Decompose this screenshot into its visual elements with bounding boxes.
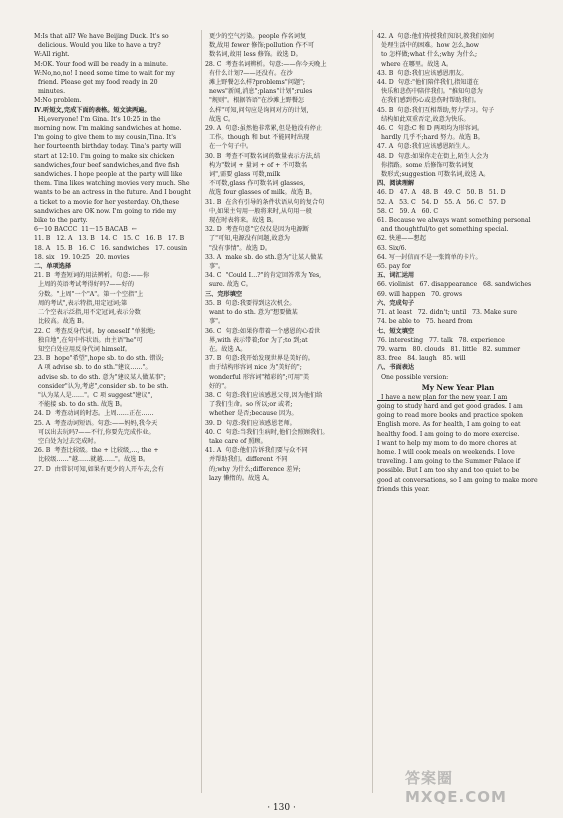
text-line: 数形式;suggestion 可数名词,故选 A。 — [377, 171, 490, 179]
text-line: 61. Because we always want something personal — [377, 217, 531, 225]
text-line: 独自地",在句中作状语。由主语"he"可 — [34, 336, 143, 344]
text-line: 41. A 句意:他们告诉我们要与众不同 — [205, 447, 308, 455]
text-line: wonderful 形容词"精彩的";可用"美 — [205, 373, 310, 381]
text-line: 空白处为过去完成时。 — [34, 437, 100, 445]
text-line: 结构如此双重否定,故意为快乐。 — [377, 115, 470, 123]
text-line: 由于结构形容词 nice 为"美好的"; — [205, 364, 302, 372]
text-line: M:OK. Your food will be ready in a minute. — [34, 60, 168, 68]
text-line: 33. A make sb. do sth.意为"让某人做某 — [205, 253, 323, 261]
text-line: 了"可知,电源没有问题,故意为 — [205, 235, 290, 243]
text-line: 71. at least 72. didn't; until 73. Make sure — [377, 309, 518, 317]
text-line: "认为某人是……"。C 项 suggest"建议", — [34, 391, 153, 399]
text-line: "没有事情"。故选 D。 — [205, 244, 272, 252]
text-line: 界,with 表示带着;for 为了;to 到;at — [205, 336, 308, 344]
text-line: 比较级……"越……就越……"。故选 B。 — [34, 456, 150, 464]
text-line: 滩上野餐怎么样?problems"问题"; — [205, 79, 306, 87]
text-line: 六、完成句子 — [377, 299, 415, 307]
text-line: 28. C 考查名词辨析。句意:——你今天晚上 — [205, 60, 327, 68]
column-right — [377, 32, 539, 794]
text-line: 不能接 sb. to do sth. 故选 B。 — [34, 401, 127, 409]
text-line: minutes. — [34, 88, 66, 96]
text-line: 现在时表将来。故选 B。 — [205, 217, 278, 225]
text-line: 二个空表示泛指,用不定冠词,表示分数 — [34, 309, 141, 317]
text-line: English more. As for health, I am going to eat — [377, 421, 521, 429]
text-line: A 项 advise sb. to do sth."建议……"。 — [34, 364, 152, 372]
text-line: I'm going to give them to my cousin,Tina. It's — [34, 134, 177, 142]
text-line: 69. will happen 70. grows — [377, 290, 463, 298]
text-line: want to do sth. 意为"想要做某 — [205, 309, 298, 317]
text-line: 了我们生命。so 所以;or 或者; — [205, 401, 293, 409]
text-line: 快乐和悲伤中陪伴我们。"推知句意为 — [377, 88, 483, 96]
text-line: Ⅳ.听短文,完成下面的表格。短文读两遍。 — [34, 106, 151, 114]
text-line: 23. B hope"希望",hope sb. to do sth. 错误; — [34, 355, 164, 363]
text-line: 24. D 考查动词的时态。上周……正在…… — [34, 410, 154, 418]
text-line: 更少的空气污染。people 作名词复 — [205, 33, 307, 40]
text-line: 的;why 为什么;difference 差异; — [205, 465, 301, 473]
text-line: going to study hard and get good grades. I am — [377, 402, 523, 410]
text-line: morning now. I'm making sandwiches at home. — [34, 125, 182, 133]
text-line: 22. C 考查反身代词。by oneself "单独地; — [34, 327, 156, 335]
text-line: M:Is that all? We have Beijing Duck. It's so — [34, 33, 169, 40]
text-line: 47. A 句意:我们应该感恩陌生人。 — [377, 143, 474, 151]
watermark-text: 答案圈 MXQE.COM — [405, 769, 507, 806]
text-line: 42. A 句意:他们传授我们知识,教我们如何 — [377, 33, 495, 40]
text-line: hardly 几乎不;hard 努力。故选 B。 — [377, 134, 484, 142]
text-line: 38. C 句意:我们应该感恩父母,因为他们给 — [205, 391, 323, 399]
text-line: 知空白处应用反身代词 himself。 — [34, 345, 131, 353]
text-line: 46. D 47. A 48. B 49. C 50. B 51. D — [377, 189, 506, 197]
text-line: 36. C 句意:如果你带着一个感恩的心看世 — [205, 327, 321, 335]
text-line: 八、书面表达 — [377, 364, 415, 372]
text-line: 比较高。故选 B。 — [34, 318, 88, 326]
text-line: 工作。though 和 but 不能同时出现 — [205, 134, 310, 142]
text-line: 83. free 84. laugh 85. will — [377, 355, 466, 363]
text-line: 35. B 句意:我要得到这次机会。 — [205, 299, 296, 307]
text-line: 并帮助我们。different 不同 — [205, 456, 288, 464]
text-line: advise sb. to do sth. 意为"建议某人做某事"; — [34, 373, 166, 381]
text-line: 45. B 句意:我们互相帮助,努力学习。句子 — [377, 106, 495, 114]
site-watermark-logo — [405, 762, 555, 806]
text-line: 七、短文填空 — [377, 327, 415, 335]
column-left — [34, 32, 198, 794]
text-line: 中,如果主句用一般将来时,从句用一般 — [205, 207, 312, 215]
text-line: 29. A 句意:虽然他非常累,但是他没有停止 — [205, 125, 323, 133]
text-line: news"新闻,消息";plans"计划";rules — [205, 88, 313, 96]
text-line: them. Tina likes watching movies very much. She — [34, 180, 190, 188]
text-line: 43. B 句意:我们应该感恩朋友。 — [377, 69, 468, 77]
text-line: 词",需要 glass 可数,milk — [205, 171, 281, 179]
text-line: Hi,everyone! I'm Gina. It's 10:25 in the — [34, 115, 161, 123]
text-line: 6～10 BACCC 11～15 BACAB ← — [34, 226, 137, 234]
text-line: bike to the party. — [34, 217, 88, 225]
text-line: 事"。 — [205, 318, 225, 326]
text-line: home. I will cook meals on weekends. I love — [377, 448, 515, 456]
text-line: 39. D 句意:我们应该感恩老师。 — [205, 419, 296, 427]
text-line: 18. A 15. B 16. C 16. sandwiches 17. cousin — [34, 244, 188, 252]
text-line: 46. C 句意:C 和 D 两项均为形容词。 — [377, 125, 484, 133]
text-line: wants to be an actress in the future. And I bought — [34, 189, 191, 197]
text-line: 有什么计划?——还没有。在沙 — [205, 69, 293, 77]
text-line: 在我们感到伤心或悲伤时帮助我们。 — [377, 97, 480, 105]
text-line: I want to help my mom to do more chores at — [377, 439, 517, 447]
text-line: W:All right. — [34, 51, 70, 59]
text-line: 在。故选 A。 — [205, 345, 247, 353]
text-line: 数,故用 fewer 修饰;pollution 作不可 — [205, 42, 315, 50]
text-line: 21. B 考查短词的用法辨析。句意:——你 — [34, 272, 150, 280]
text-line: 37. B 句意:我开始发现世界是美好的。 — [205, 355, 314, 363]
text-line: 32. D 考查句意"它仅仅是因为电源断 — [205, 226, 309, 234]
text-line: 数名词,故用 less 修饰。故选 D。 — [205, 51, 302, 59]
text-line: 27. D 由常识可知,如果有更少的人开车去,会有 — [34, 465, 164, 473]
text-line: 25. A 考查动词短语。句意:——妈妈,我今天 — [34, 419, 158, 427]
text-line: 三、完形填空 — [205, 290, 243, 298]
text-line: 34. C "Could I…?"的肯定回答常为 Yes, — [205, 272, 322, 280]
text-line: where 在哪里。故选 A。 — [377, 60, 453, 68]
text-line: 么样"可知,问句应是询问对方的计划, — [205, 106, 309, 114]
text-line: whether 是否;because 因为。 — [205, 410, 298, 418]
text-line: 五、词汇运用 — [377, 272, 415, 280]
text-line: possible. But I am too shy and too quiet to be — [377, 467, 520, 475]
column-middle — [205, 32, 368, 794]
text-line: 事"。 — [205, 263, 225, 271]
text-line: 30. B 考查不可数名词的数量表示方法,结 — [205, 152, 321, 160]
text-line: traveling. I am going to the Summer Palace if — [377, 458, 521, 466]
page-number: · 130 · — [267, 803, 296, 813]
text-line: 66. violinist 67. disappearance 68. sandwiches — [377, 281, 532, 289]
text-line: 在一个句子中。 — [205, 143, 253, 151]
text-line: 48. D 句意:如果你走在街上,陌生人会为 — [377, 152, 489, 160]
column-divider — [372, 30, 373, 793]
text-line: friend. Please get my food ready in 20 — [34, 79, 158, 87]
text-line: her fourteenth birthday today. Tina's party will — [34, 143, 182, 151]
text-line: to 怎样做;what 什么;why 为什么; — [377, 51, 478, 59]
text-line: 31. B 在含有引导的条件状语从句的复合句 — [205, 198, 325, 206]
text-line: 11. B 12. A 13. B 14. C 15. C 16. B 17. B — [34, 235, 185, 243]
text-line: a ticket to a movie for her yesterday. Oh,these — [34, 198, 180, 206]
text-line: "规则"。根据答语"在沙滩上野餐怎 — [205, 97, 305, 105]
text-line: One possible version: — [377, 373, 449, 381]
text-line: 四、阅读理解 — [377, 180, 415, 188]
text-line: sandwiches. I hope people at the party will like — [34, 171, 183, 179]
text-line: My New Year Plan — [421, 382, 495, 392]
text-line: W:No,no,no! I need some time to wait for my — [34, 69, 175, 77]
text-line: M:No problem. — [34, 97, 82, 105]
text-line: delicious. Would you like to have a try? — [34, 42, 161, 50]
text-line: 你指路。some 后修饰可数名词复 — [377, 161, 474, 169]
text-line: 74. be able to 75. heard from — [377, 318, 473, 326]
text-line: 65. pay for — [377, 263, 411, 271]
text-line: 不可数,glass 作可数名词 glasses, — [205, 180, 306, 188]
text-line: 故选 C。 — [205, 115, 235, 123]
text-line: 故选 four glasses of milk。故选 B。 — [205, 189, 316, 197]
text-line: friends this year. — [377, 485, 430, 493]
text-line: take care of 照顾。 — [205, 437, 267, 445]
text-line: I have a new plan for the new year. I am — [377, 393, 508, 401]
text-line: 二、单项选择 — [34, 263, 72, 271]
text-line: good at conversations, so I am going to make more — [377, 476, 538, 484]
text-line: sure. 故选 C。 — [205, 281, 252, 289]
text-line: 好的"。 — [205, 382, 231, 390]
text-line: lazy 懒惰的。故选 A。 — [205, 474, 274, 482]
text-line: 26. B 考查比较级。the + 比较级,…, the + — [34, 447, 159, 455]
text-line: 52. A 53. C 54. D 55. A 56. C 57. D — [377, 198, 506, 206]
text-line: sandwiches,four beef sandwiches,and five fish — [34, 161, 180, 169]
column-divider — [201, 30, 202, 793]
text-line: 40. C 句意:当我们生病时,他们会照顾我们。 — [205, 428, 329, 436]
text-line: 处理生活中的困难。how 怎么,how — [377, 42, 479, 50]
text-line: going to read more books and practice spoken — [377, 412, 523, 420]
text-line: 62. 快递——想起 — [377, 235, 426, 243]
text-line: consider"认为,考虑",consider sb. to be sth. — [34, 382, 169, 390]
text-line: healthy food. I am going to do more exercise. — [377, 430, 520, 438]
text-line: 63. Six/6. — [377, 244, 407, 252]
text-line: 上周的英语考试考得好吗?——好的 — [34, 281, 135, 289]
text-line: 44. D 句意:"他们陪伴我们,指知道在 — [377, 79, 479, 87]
text-line: 76. interesting 77. talk 78. experience — [377, 336, 505, 344]
text-line: 周的考试",表示特指,用定冠词;第 — [34, 299, 128, 307]
text-line: 64. 写一封信而不是一张简单的卡片。 — [377, 253, 482, 261]
text-line: and thoughtful/to get something special. — [377, 226, 509, 234]
text-line: start at 12:10. I'm going to make six chicken — [34, 152, 175, 160]
text-line: 可以出去玩吗?——不行,你要先完成作业。 — [34, 428, 155, 436]
text-line: 18. six 19. 10:25 20. movies — [34, 253, 130, 261]
text-line: 58. C 59. A 60. C — [377, 207, 439, 215]
text-line: 分数。"上周"一个"A"。第一个空指"上 — [34, 290, 144, 298]
text-line: 构为"数词 + 量词 + of + 不可数名 — [205, 161, 308, 169]
text-line: sandwiches are OK now. I'm going to ride my — [34, 207, 177, 215]
text-line: 79. warm 80. clouds 81. little 82. summer — [377, 345, 521, 353]
